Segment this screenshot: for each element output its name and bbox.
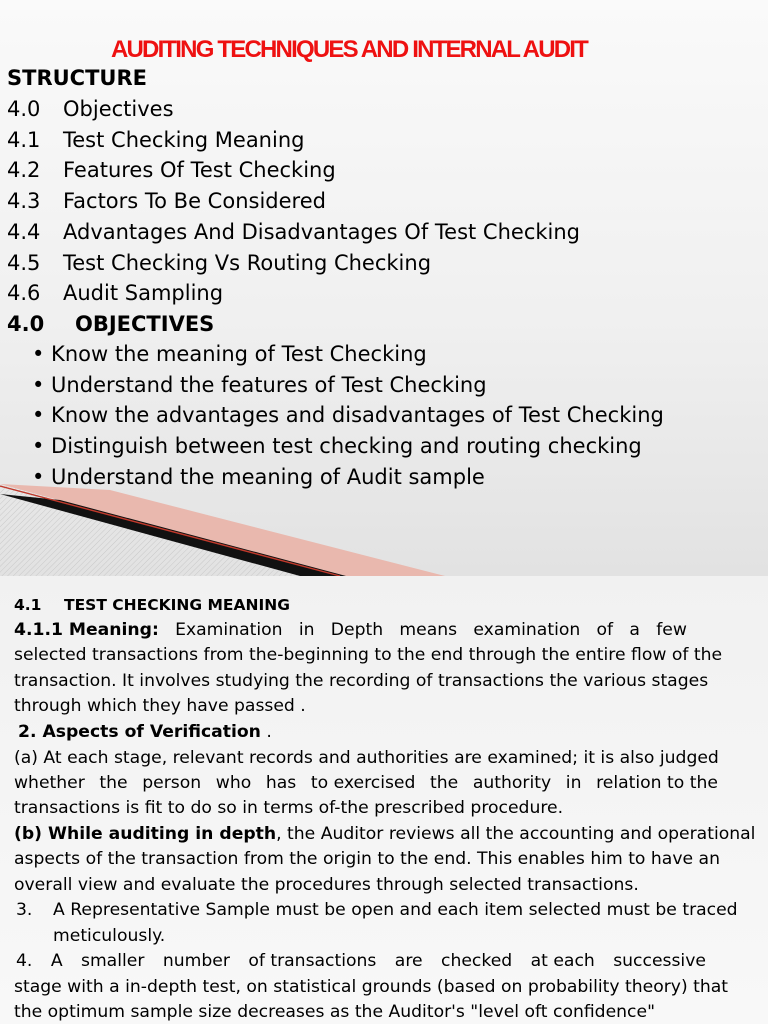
aspect-b-label: (b) While auditing in depth (14, 824, 277, 844)
meaning-label: 4.1.1 Meaning: (14, 620, 159, 640)
toc-item-number: 4.1 (7, 127, 41, 152)
toc-item-number: 4.5 (7, 250, 41, 275)
toc-item-label: Audit Sampling (63, 281, 224, 306)
toc-item-label: Factors To Be Considered (63, 189, 326, 214)
aspect-a-line-1: (a) At each stage, relevant records and authorities are examined; it is also judged (14, 748, 719, 768)
toc-item-label: Objectives (63, 97, 174, 121)
toc-item-label: Test Checking Meaning (63, 127, 305, 152)
item-3-line-2: meticulously. (53, 926, 166, 946)
toc-item (7, 97, 174, 121)
objectives-title: OBJECTIVES (75, 312, 215, 336)
section-number: 4.1 (14, 596, 42, 614)
toc-item-number: 4.3 (7, 189, 41, 214)
item-4-line-3: the optimum sample size decreases as the Auditor's "level oft confidence" (14, 1002, 655, 1022)
toc-item (7, 281, 223, 305)
objective-item: • Know the advantages and disadvantages of Test Checking (32, 403, 664, 428)
document-title: AUDITING TECHNIQUES AND INTERNAL AUDIT (110, 36, 588, 63)
toc-item (7, 251, 431, 275)
slide-test-checking (0, 576, 768, 1024)
objectives-heading (7, 312, 214, 336)
toc-item-number: 4.4 (7, 219, 41, 244)
objective-item: • Understand the features of Test Checking (32, 372, 487, 397)
objectives-number: 4.0 (7, 312, 45, 336)
toc-item-number: 4.6 (7, 281, 41, 306)
meaning-line-4: through which they have passed . (14, 696, 306, 716)
decorative-band (0, 470, 768, 576)
structure-heading: STRUCTURE (7, 66, 147, 90)
item-3-number: 3. (16, 900, 33, 920)
objective-item: • Understand the meaning of Audit sample (32, 464, 485, 489)
aspects-heading: 2. Aspects of Verification . (18, 722, 272, 742)
section-heading (14, 593, 290, 618)
aspect-b-line-1: (b) While auditing in depth, the Auditor reviews all the accounting and operational (14, 824, 756, 844)
toc-item-label: Test Checking Vs Routing Checking (63, 250, 432, 275)
toc-item (7, 220, 580, 244)
toc-item-number: 4.0 (7, 97, 41, 121)
item-4-line-1: 4. A smaller number of transactions are checked at each successive (16, 951, 706, 971)
meaning-line-2: selected transactions from the-beginning to the end through the entire flow of the (14, 645, 723, 665)
item-3-line-1: A Representative Sample must be open and each item selected must be traced (53, 900, 738, 920)
aspect-a-line-2: whether the person who has to exercised the authority in relation to the (14, 773, 718, 793)
aspect-b-line-2: aspects of the transaction from the origin to the end. This enables him to have an (14, 849, 720, 869)
meaning-line-3: transaction. It involves studying the recording of transactions the various stages (14, 671, 709, 691)
aspect-a-line-3: transactions is fit to do so in terms of-the prescribed procedure. (14, 798, 564, 818)
toc-item (7, 158, 336, 182)
objective-item: • Distinguish between test checking and routing checking (32, 434, 642, 459)
meaning-line-1: 4.1.1 Meaning: Examination in Depth means examination of a few (14, 618, 687, 643)
toc-item-label: Features Of Test Checking (63, 158, 336, 183)
aspect-b-line-3: overall view and evaluate the procedures through selected transactions. (14, 875, 639, 895)
item-4-line-2: stage with a in-depth test, on statistical grounds (based on probability theory) that (14, 977, 729, 997)
toc-item-number: 4.2 (7, 158, 41, 183)
toc-item (7, 189, 326, 213)
toc-item (7, 128, 304, 152)
toc-item-label: Advantages And Disadvantages Of Test Checking (63, 219, 581, 244)
objective-item: • Know the meaning of Test Checking (32, 342, 427, 366)
section-title: TEST CHECKING MEANING (64, 596, 290, 614)
